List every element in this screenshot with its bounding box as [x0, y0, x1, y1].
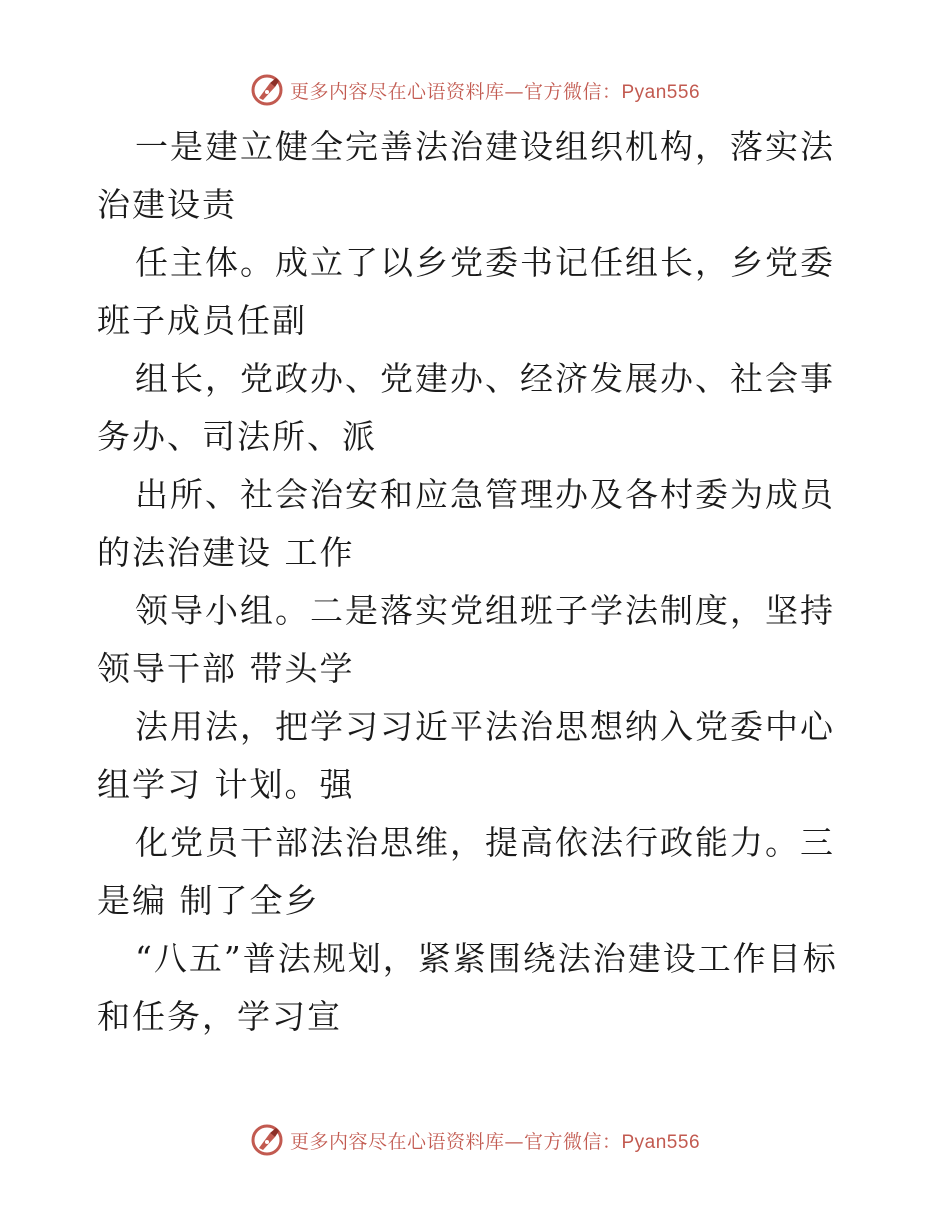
paragraph: 化党员干部法治思维，提高依法行政能力。三是编 制了全乡 [97, 823, 835, 920]
watermark-handle: Pyan556 [621, 81, 701, 103]
watermark-handle: Pyan556 [621, 1131, 701, 1153]
paragraph: 一是建立健全完善法治建设组织机构，落实法治建设责 [97, 127, 835, 224]
header-watermark [0, 70, 950, 110]
pen-nib-circle-icon [250, 1123, 284, 1157]
paragraph: 组长，党政办、党建办、经济发展办、社会事务办、司法所、派 [97, 359, 835, 456]
paragraph: 领导小组。二是落实党组班子学法制度，坚持领导干部 带头学 [97, 591, 835, 688]
watermark-text: 更多内容尽在心语资料库—官方微信：Pyan556 [289, 80, 701, 103]
paragraph: 出所、社会治安和应急管理办及各村委为成员的法治建设 工作 [97, 475, 835, 572]
pen-nib-circle-icon [250, 73, 284, 107]
document-body [97, 118, 857, 1046]
watermark-text: 更多内容尽在心语资料库—官方微信：Pyan556 [289, 1130, 701, 1153]
paragraph: 任主体。成立了以乡党委书记任组长，乡党委班子成员任副 [97, 243, 835, 340]
paragraph: 法用法，把学习习近平法治思想纳入党委中心组学习 计划。强 [97, 707, 835, 804]
paragraph: “八五”普法规划，紧紧围绕法治建设工作目标和任务，学习宣 [97, 939, 838, 1036]
footer-watermark [0, 1120, 950, 1160]
